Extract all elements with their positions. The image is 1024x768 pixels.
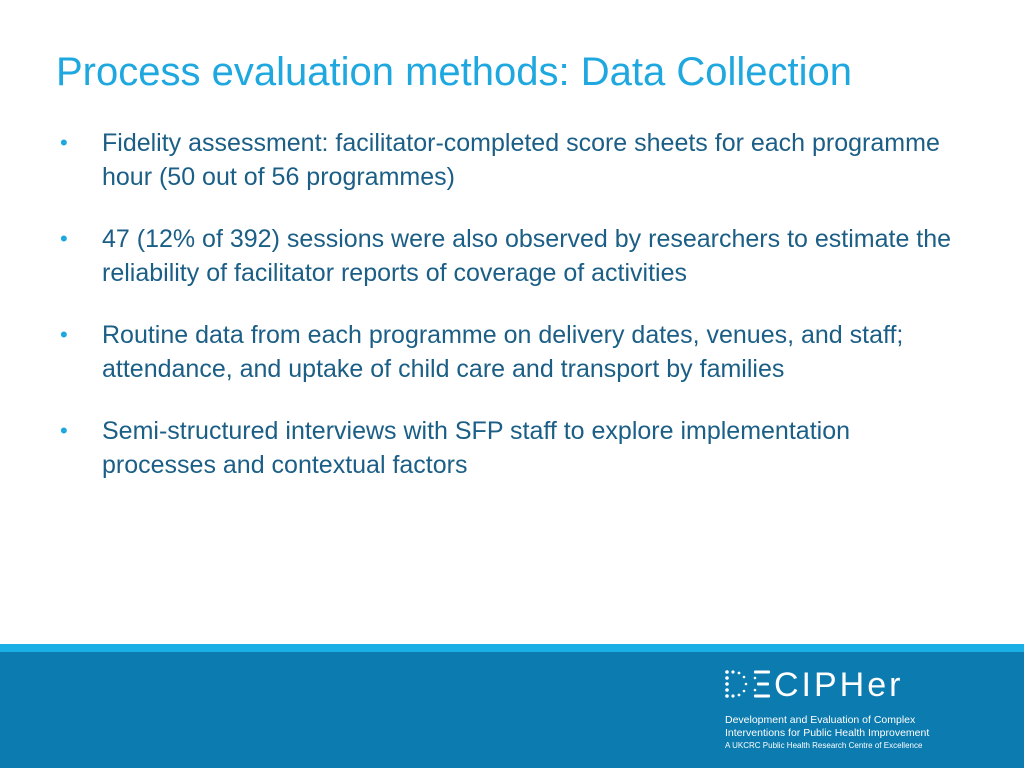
bullet-marker: • [60, 226, 68, 251]
bullet-item [56, 126, 956, 194]
bullet-item [56, 222, 956, 290]
logo-tagline: Development and Evaluation of Complex [725, 714, 916, 726]
bullet-text: Fidelity assessment: facilitator-completed score sheets for each programme hour (50 out of 56 programmes) [102, 129, 940, 191]
logo-tagline: Interventions for Public Health Improvement [725, 727, 930, 739]
logo-subtitle: A UKCRC Public Health Research Centre of Excellence [725, 741, 923, 750]
slide-title: Process evaluation methods: Data Collection [56, 50, 852, 94]
decipher-de-dotted-icon [724, 668, 776, 704]
footer-stripe [0, 644, 1024, 652]
bullet-marker: • [60, 418, 68, 443]
decipher-logo [724, 668, 984, 758]
bullet-text: Semi-structured interviews with SFP staff to explore implementation processes and contextual factors [102, 417, 850, 479]
bullet-text: 47 (12% of 392) sessions were also observed by researchers to estimate the reliability of facilitator reports of coverage of activities [102, 225, 952, 287]
bullet-marker: • [60, 130, 68, 155]
logo-wordmark: CIPHer [774, 666, 904, 704]
bullet-text: Routine data from each programme on delivery dates, venues, and staff; attendance, and uptake of child care and transport by families [102, 321, 904, 383]
bullet-marker: • [60, 322, 68, 347]
bullet-item [56, 318, 956, 386]
bullet-list [56, 126, 956, 510]
bullet-item [56, 414, 956, 482]
